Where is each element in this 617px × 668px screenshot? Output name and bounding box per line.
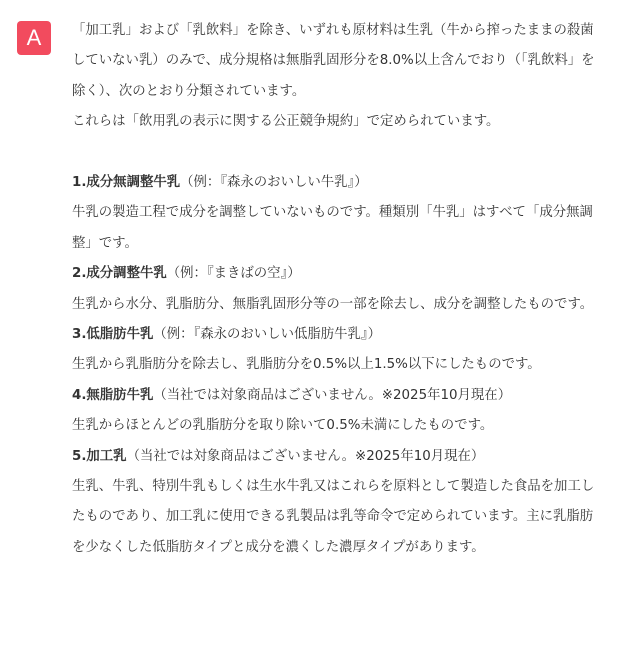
intro-regulation-paragraph: これらは「飲用乳の表示に関する公正競争規約」で定められています。 [72, 114, 500, 130]
category-note: （当社では対象商品はございません。※2025年10月現在） [153, 387, 512, 403]
category-title: 1.成分無調整牛乳 [72, 175, 181, 191]
category-title: 4.無脂肪牛乳 [72, 387, 154, 403]
answer-badge: A [17, 21, 51, 55]
category-description-5: 生乳、牛乳、特別牛乳もしくは生水牛乳又はこれらを原料として製造した食品を加工したものであり、加工乳に使用できる乳製品は乳等命令で定められています。主に乳脂肪を少なくした低脂肪タイプと成分を濃くした濃厚タイプがあります。 [72, 479, 595, 555]
category-note: （例：『森永のおいしい牛乳』） [180, 175, 368, 191]
category-title: 3.低脂肪牛乳 [72, 327, 154, 343]
intro-paragraph: 「加工乳」および「乳飲料」を除き、いずれも原材料は生乳（牛から搾ったままの殺菌していない乳）のみで、成分規格は無脂乳固形分を8.0%以上含んでおり（「乳飲料」を除く）、次のとおり分類されています。 [72, 23, 595, 99]
category-note: （当社では対象商品はございません。※2025年10月現在） [126, 448, 485, 464]
category-note: （例：『森永のおいしい低脂肪牛乳』） [153, 327, 381, 343]
category-title: 2.成分調整牛乳 [72, 266, 167, 282]
category-heading-1 [72, 168, 600, 198]
category-heading-3 [72, 320, 600, 350]
category-description-3: 生乳から乳脂肪分を除去し、乳脂肪分を0.5%以上1.5%以下にしたものです。 [72, 357, 541, 373]
category-heading-4 [72, 381, 600, 411]
category-description-2: 生乳から水分、乳脂肪分、無脂乳固形分等の一部を除去し、成分を調整したものです。 [72, 296, 594, 312]
category-title: 5.加工乳 [72, 448, 127, 464]
category-heading-5 [72, 442, 600, 472]
category-description-1: 牛乳の製造工程で成分を調整していないものです。種類別「牛乳」はすべて「成分無調整」です。 [72, 205, 593, 251]
answer-body [72, 16, 600, 563]
category-note: （例：『まきばの空』） [166, 266, 301, 282]
blank-line [72, 138, 600, 168]
category-heading-2 [72, 259, 600, 289]
category-description-4: 生乳からほとんどの乳脂肪分を取り除いて0.5%未満にしたものです。 [72, 418, 494, 434]
